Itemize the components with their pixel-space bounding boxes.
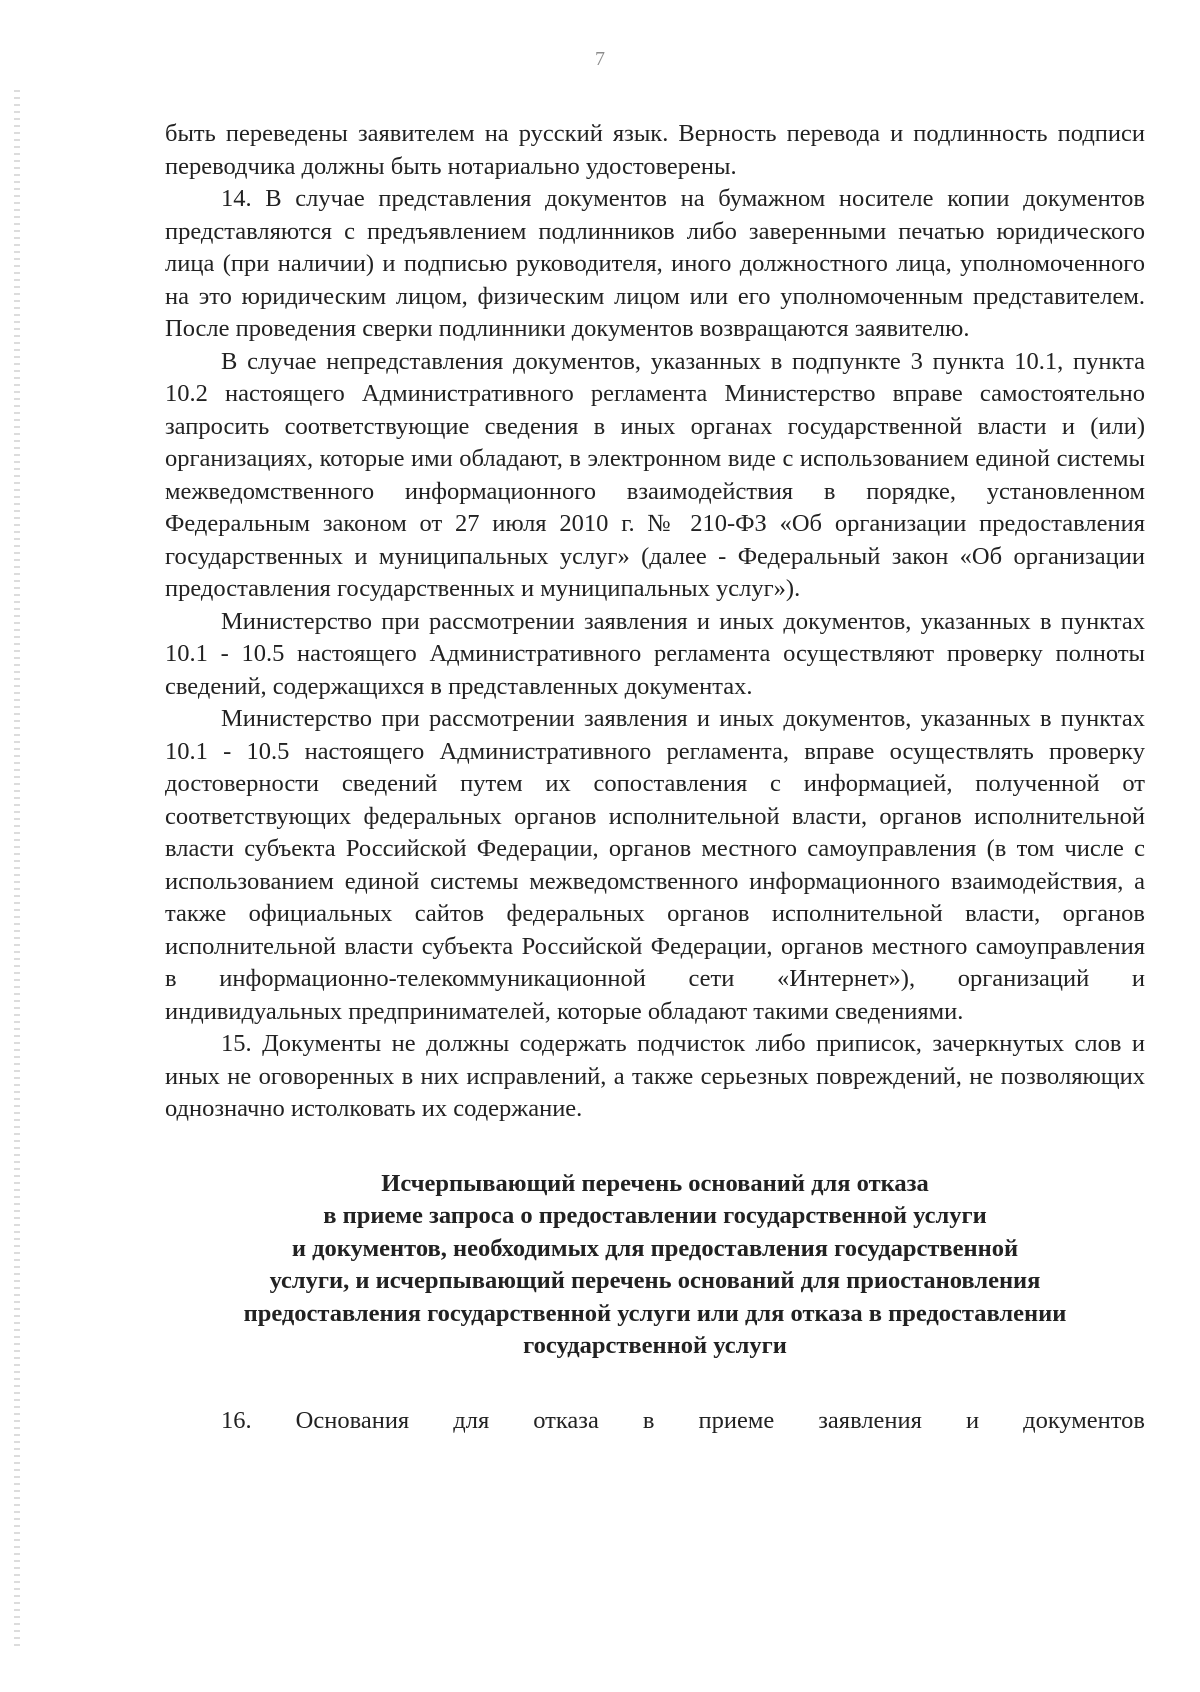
paragraph-completeness-check: Министерство при рассмотрении заявления и иных документов, указанных в пунктах 10.1 - 10.5 настоящего Административного регламента осуществляют проверку полноты сведений, содержащихся в представленных документах. [165,607,1145,700]
heading-line: и документов, необходимых для предоставления государственной [291,1234,1019,1262]
scan-edge-artifact [14,90,20,1650]
paragraph-item-16: 16. Основания для отказа в приеме заявления и документов [221,1406,1145,1434]
section-heading [165,1168,1145,1363]
paragraph-non-submission: В случае непредставления документов, указанных в подпункте 3 пункта 10.1, пункта 10.2 настоящего Административного регламента Министерство вправе самостоятельно запросить соответствующие сведения в иных органах государственной власти и (или) организациях, которые ими обладают, в электронном виде с использованием единой системы межведомственного информационного взаимодействия в порядке, установленном Федеральным законом от 27 июля 2010 г. № 210-ФЗ «Об организации предоставления государственных и муниципальных услуг» (далее - Федеральный закон «Об организации предоставления государственных и муниципальных услуг»). [165,347,1145,602]
heading-line: предоставления государственной услуги или для отказа в предоставлении [243,1299,1067,1327]
paragraph-item-14: 14. В случае представления документов на бумажном носителе копии документов представляются с предъявлением подлинников либо заверенными печатью юридического лица (при наличии) и подписью руководителя, иного должностного лица, уполномоченного на это юридическим лицом, физическим лицом или его уполномоченным представителем. После проведения сверки подлинники документов возвращаются заявителю. [165,185,1145,342]
heading-line: в приеме запроса о предоставлении государственной услуги [323,1202,987,1229]
paragraph-translation-continuation: быть переведены заявителем на русский язык. Верность перевода и подлинность подписи переводчика должны быть нотариально удостоверены. [165,120,1145,180]
heading-line: государственной услуги [523,1332,787,1359]
page-number: 7 [595,48,605,70]
paragraph-item-15: 15. Документы не должны содержать подчисток либо приписок, зачеркнутых слов и иных не оговоренных в них исправлений, а также серьезных повреждений, не позволяющих однозначно истолковать их содержание. [165,1030,1145,1122]
heading-line: услуги, и исчерпывающий перечень оснований для приостановления [269,1267,1041,1294]
heading-line: Исчерпывающий перечень оснований для отказа [381,1169,929,1197]
paragraph-reliability-check: Министерство при рассмотрении заявления и иных документов, указанных в пунктах 10.1 - 10.5 настоящего Административного регламента, вправе осуществлять проверку достоверности сведений путем их сопоставления с информацией, полученной от соответствующих федеральных органов исполнительной власти, органов исполнительной власти субъекта Российской Федерации, органов местного самоуправления (в том числе с использованием единой системы межведомственного информационного взаимодействия, а также официальных сайтов федеральных органов исполнительной власти, органов исполнительной власти субъекта Российской Федерации, органов местного самоуправления в информационно-телекоммуникационной сети «Интернет»), организаций и индивидуальных предпринимателей, которые обладают такими сведениями. [165,705,1145,1025]
document-body [165,118,1145,1437]
